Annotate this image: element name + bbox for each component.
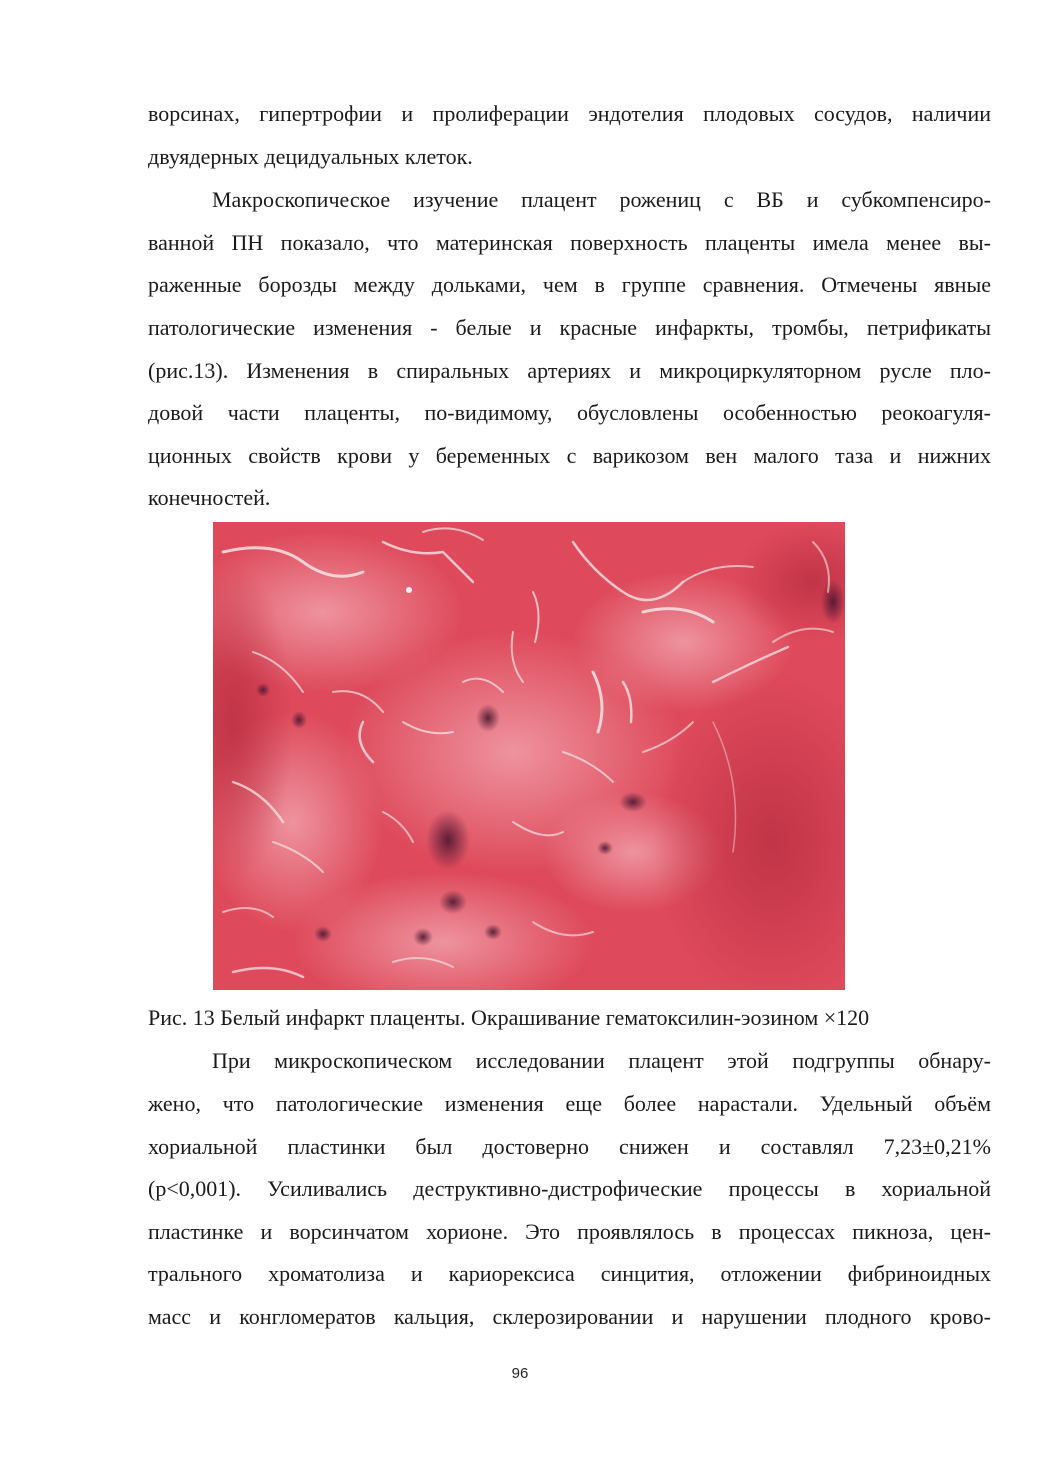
nucleus-spot <box>619 792 647 812</box>
paragraph-3-line-7: масс и конгломератов кальция, склерозировании и нарушении плодного крово- <box>148 1304 991 1329</box>
page-number: 96 <box>511 1365 529 1382</box>
nucleus-spot <box>291 711 307 729</box>
paragraph-2-line-1: Макроскопическое изучение плацент рожениц с ВБ и субкомпенсиро- <box>212 187 991 212</box>
paragraph-2-line-6: довой части плаценты, по-видимому, обусловлены особенностью реокоагуля- <box>148 400 991 425</box>
paragraph-1-line-2: двуядерных децидуальных клеток. <box>148 144 473 169</box>
paragraph-2-line-5: (рис.13). Изменения в спиральных артериях и микроциркуляторном русле пло- <box>148 358 991 383</box>
paragraph-1-line-1: ворсинах, гипертрофии и пролиферации эндотелия плодовых сосудов, наличии <box>148 101 991 126</box>
paragraph-2-line-2: ванной ПН показало, что материнская поверхность плаценты имела менее вы- <box>148 230 991 255</box>
nucleus-spot <box>314 926 332 942</box>
micrograph-figure <box>213 522 845 990</box>
paragraph-2-line-7: ционных свойств крови у беременных с варикозом вен малого таза и нижних <box>148 443 991 468</box>
nucleus-spot <box>413 928 433 946</box>
artifact-spot <box>406 587 412 593</box>
paragraph-3-line-3: хориальной пластинки был достоверно снижен и составлял 7,23±0,21% <box>148 1134 991 1159</box>
nucleus-spot <box>426 810 470 870</box>
paragraph-3-line-2: жено, что патологические изменения еще более нарастали. Удельный объём <box>148 1091 991 1116</box>
micrograph-image <box>213 522 845 990</box>
nucleus-spot <box>597 841 613 855</box>
figure-caption: Рис. 13 Белый инфаркт плаценты. Окрашивание гематоксилин-эозином ×120 <box>148 1005 870 1030</box>
paragraph-3-line-1: При микроскопическом исследовании плацент этой подгруппы обнару- <box>212 1048 991 1073</box>
paragraph-3-line-4: (р<0,001). Усиливались деструктивно-дистрофические процессы в хориальной <box>148 1176 991 1201</box>
paragraph-3-line-5: пластинке и ворсинчатом хорионе. Это проявлялось в процессах пикноза, цен- <box>148 1219 991 1244</box>
nucleus-spot <box>439 890 467 914</box>
nucleus-spot <box>476 704 500 732</box>
paragraph-2-line-4: патологические изменения - белые и красные инфаркты, тромбы, петрификаты <box>148 315 991 340</box>
paragraph-2-line-3: раженные борозды между дольками, чем в группе сравнения. Отмечены явные <box>148 272 991 297</box>
nucleus-spot <box>821 580 845 624</box>
nucleus-spot <box>484 924 502 940</box>
paragraph-3-line-6: трального хроматолиза и кариорексиса синцития, отложении фибриноидных <box>148 1261 991 1286</box>
nucleus-spot <box>256 683 270 697</box>
paragraph-2-line-8: конечностей. <box>148 485 271 510</box>
